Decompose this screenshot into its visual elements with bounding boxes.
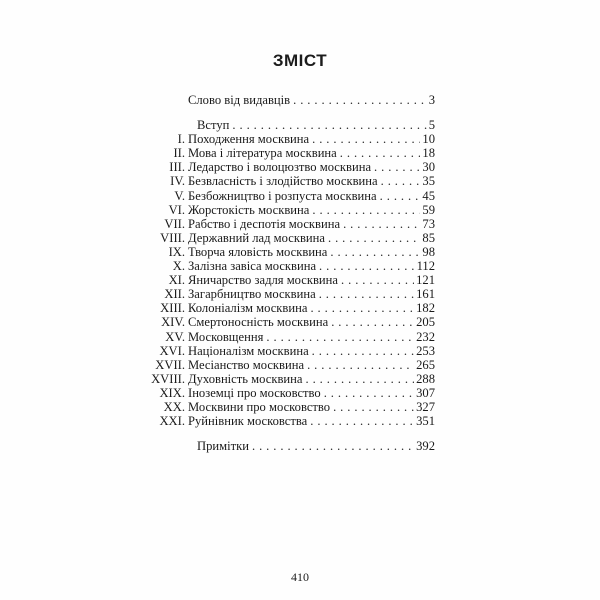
toc-entry-number: V.: [174, 188, 185, 203]
toc-entry-label: Московщення: [188, 329, 264, 344]
toc-entry-chapter: [150, 386, 435, 400]
toc-entry-page: 232: [416, 329, 435, 344]
toc-leader-dots: [307, 358, 414, 372]
toc-leader-dots: [341, 273, 414, 287]
toc-entry-chapter: [150, 301, 435, 315]
toc-entry-page: 327: [416, 399, 435, 414]
toc-leader-dots: [333, 400, 414, 414]
toc-entry-chapter: [150, 217, 435, 231]
toc-entry-page: 10: [422, 132, 435, 147]
toc-leader-dots: [381, 174, 421, 188]
toc-chapter-list: [150, 132, 435, 428]
toc-entry-label: Руйнівник московства: [188, 414, 308, 429]
toc-entry-label: Безвласність і злодійство москвина: [188, 174, 378, 189]
toc-entry-chapter: [150, 344, 435, 358]
toc-entry-page: 73: [422, 216, 435, 231]
toc-entry-label: Жорстокість москвина: [188, 202, 310, 217]
toc-leader-dots: [310, 301, 414, 315]
toc-entry-number: XVII.: [155, 357, 185, 372]
toc-leader-dots: [312, 132, 420, 146]
toc-entry-page: 5: [428, 118, 435, 133]
toc-entry-chapter: [150, 174, 435, 188]
toc-entry-page: 112: [416, 259, 435, 274]
toc-entry-label: Безбожництво і розпуста москвина: [188, 188, 377, 203]
toc-entry-page: 392: [416, 439, 435, 454]
toc-entry-page: 98: [422, 244, 435, 259]
toc-entry-chapter: [150, 132, 435, 146]
toc-leader-dots: [312, 203, 420, 217]
toc-entry-label: Державний лад москвина: [188, 230, 325, 245]
toc-entry-label: Мова і література москвина: [188, 146, 337, 161]
toc-leader-dots: [374, 160, 420, 174]
toc-entry-page: 182: [416, 301, 435, 316]
toc-leader-dots: [343, 217, 420, 231]
toc-entry-chapter: [150, 245, 435, 259]
toc-entry-notes: [150, 439, 435, 453]
toc-entry-number: XV.: [165, 329, 185, 344]
toc-entry-page: 205: [416, 315, 435, 330]
toc-entry-label: Творча яловість москвина: [188, 244, 328, 259]
toc-entry-chapter: [150, 273, 435, 287]
toc-entry-number: IX.: [168, 244, 185, 259]
toc-entry-number: XX.: [163, 399, 185, 414]
toc-entry-page: 161: [416, 287, 435, 302]
toc-entry-label: Смертоносність москвина: [188, 315, 329, 330]
toc-entry-label: Рабство і деспотія москвина: [188, 216, 341, 231]
toc-entry-label: Націоналізм москвина: [188, 343, 309, 358]
toc-entry-label: Іноземці про московство: [188, 385, 321, 400]
toc-entry-page: 351: [416, 414, 435, 429]
toc-entry-number: VIII.: [160, 230, 185, 245]
toc-entry-chapter: [150, 259, 435, 273]
toc-entry-number: XIII.: [160, 301, 185, 316]
page-number: 410: [291, 570, 309, 584]
toc-entry-number: VII.: [164, 216, 185, 231]
toc-entry-intro: [150, 118, 435, 132]
toc-entry-number: X.: [172, 259, 185, 274]
toc-entry-number: XVIII.: [151, 371, 185, 386]
toc-entry-label: Слово від видавців: [188, 93, 291, 107]
toc-entry-label: Месіанство москвина: [188, 357, 305, 372]
toc-entry-number: XIX.: [159, 385, 185, 400]
toc-entry-chapter: [150, 372, 435, 386]
toc-leader-dots: [312, 344, 414, 358]
toc-entry-chapter: [150, 330, 435, 344]
toc-entry-page: 121: [416, 273, 435, 288]
toc-leader-dots: [319, 287, 414, 301]
toc-entry-page: 30: [422, 160, 435, 175]
table-of-contents: [150, 93, 435, 453]
toc-entry-preface: [150, 93, 435, 107]
toc-entry-page: 253: [416, 343, 435, 358]
toc-entry-label: Залізна завіса москвина: [188, 259, 317, 274]
toc-entry-label: Вступ: [197, 118, 230, 133]
toc-entry-chapter: [150, 146, 435, 160]
toc-entry-label: Ледарство і волоцюзтво москвина: [188, 160, 372, 175]
toc-entry-chapter: [150, 287, 435, 301]
toc-entry-page: 18: [422, 146, 435, 161]
toc-entry-number: XXI.: [159, 414, 185, 429]
toc-leader-dots: [330, 245, 420, 259]
toc-entry-number: XVI.: [159, 343, 185, 358]
toc-entry-page: 3: [428, 93, 435, 107]
toc-leader-dots: [380, 189, 421, 203]
toc-entry-page: 265: [416, 357, 435, 372]
toc-entry-chapter: [150, 358, 435, 372]
toc-leader-dots: [310, 414, 414, 428]
toc-entry-number: I.: [177, 132, 185, 147]
toc-entry-chapter: [150, 189, 435, 203]
toc-entry-chapter: [150, 203, 435, 217]
toc-leader-dots: [319, 259, 415, 273]
toc-entry-chapter: [150, 400, 435, 414]
toc-entry-page: 45: [422, 188, 435, 203]
toc-leader-dots: [252, 439, 414, 453]
toc-leader-dots: [232, 118, 426, 132]
toc-entry-label: Москвини про московство: [188, 399, 331, 414]
toc-entry-page: 35: [422, 174, 435, 189]
toc-leader-dots: [331, 315, 414, 329]
toc-entry-chapter: [150, 160, 435, 174]
toc-entry-page: 85: [422, 230, 435, 245]
toc-leader-dots: [340, 146, 421, 160]
toc-entry-label: Духовність москвина: [188, 371, 303, 386]
toc-entry-chapter: [150, 414, 435, 428]
toc-leader-dots: [324, 386, 414, 400]
page-title: ЗМІСТ: [272, 51, 328, 70]
toc-entry-chapter: [150, 231, 435, 245]
toc-entry-number: VI.: [168, 202, 185, 217]
toc-entry-chapter: [150, 315, 435, 329]
toc-entry-number: XII.: [164, 287, 185, 302]
toc-leader-dots: [328, 231, 420, 245]
toc-entry-page: 288: [416, 371, 435, 386]
toc-entry-number: XIV.: [161, 315, 185, 330]
toc-leader-dots: [305, 372, 414, 386]
toc-entry-page: 59: [422, 202, 435, 217]
toc-entry-label: Загарбництво москвина: [188, 287, 316, 302]
toc-entry-page: 307: [416, 385, 435, 400]
toc-leader-dots: [266, 330, 414, 344]
toc-entry-number: XI.: [168, 273, 185, 288]
toc-entry-label: Колоніалізм москвина: [188, 301, 308, 316]
toc-entry-label: Походження москвина: [188, 132, 310, 147]
toc-leader-dots: [293, 93, 427, 107]
toc-entry-label: Примітки: [197, 439, 249, 454]
toc-entry-label: Яничарство задля москвина: [188, 273, 338, 288]
toc-entry-number: II.: [173, 146, 185, 161]
toc-entry-number: III.: [169, 160, 185, 175]
toc-entry-number: IV.: [170, 174, 185, 189]
